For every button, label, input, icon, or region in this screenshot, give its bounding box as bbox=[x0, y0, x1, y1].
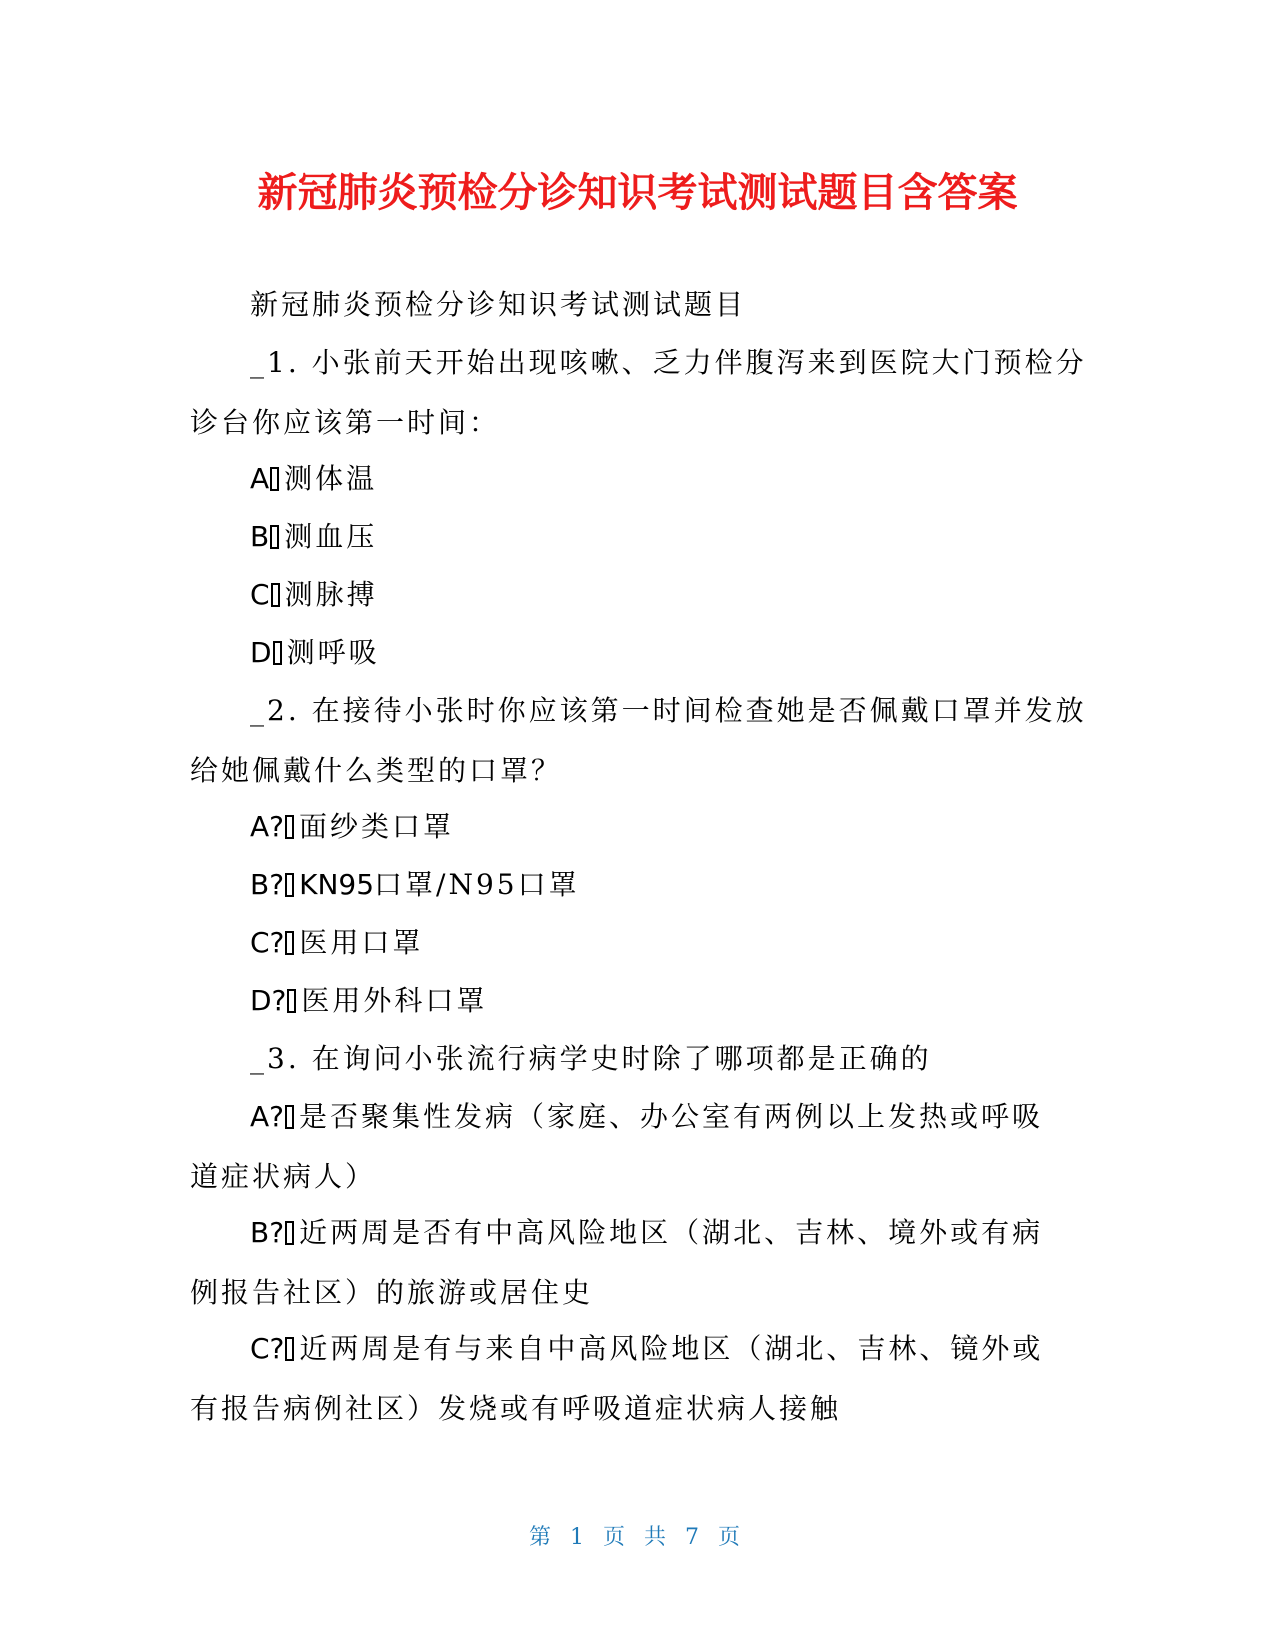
q1-option-b bbox=[190, 507, 1080, 567]
option-prefix: KN95 bbox=[299, 868, 375, 901]
option-letter: D? bbox=[250, 984, 287, 1017]
missing-glyph-box-icon bbox=[285, 873, 294, 897]
option-letter: C bbox=[250, 578, 270, 611]
missing-glyph-box-icon bbox=[270, 467, 279, 491]
option-letter: A? bbox=[250, 1100, 285, 1133]
document-title: 新冠肺炎预检分诊知识考试测试题目含答案 bbox=[257, 170, 1018, 216]
option-letter: A? bbox=[250, 810, 285, 843]
missing-glyph-box-icon bbox=[285, 931, 294, 955]
option-letter: C? bbox=[250, 1332, 285, 1365]
option-letter: B? bbox=[250, 1216, 285, 1249]
q3-option-a bbox=[190, 1087, 1080, 1207]
option-text-line-1: 是否聚集性发病（家庭、办公室有两例以上发热或呼吸 bbox=[299, 1100, 1044, 1133]
q2-option-c bbox=[190, 913, 1080, 973]
option-text: 测体温 bbox=[284, 462, 378, 495]
option-letter: B bbox=[250, 520, 270, 553]
q2-option-a bbox=[190, 797, 1080, 857]
option-text: 测脉搏 bbox=[284, 578, 378, 611]
missing-glyph-box-icon bbox=[285, 1221, 294, 1245]
option-text: 测呼吸 bbox=[286, 636, 380, 669]
option-letter: A bbox=[250, 462, 270, 495]
option-text: 面纱类口罩 bbox=[299, 810, 455, 843]
option-text-line-2: 有报告病例社区）发烧或有呼吸道症状病人接触 bbox=[190, 1392, 842, 1425]
q2-option-b bbox=[190, 855, 1080, 915]
option-letter: B? bbox=[250, 868, 285, 901]
question-2-line-2: 给她佩戴什么类型的口罩？ bbox=[190, 754, 563, 787]
question-1-line-2: 诊台你应该第一时间： bbox=[190, 406, 501, 439]
option-text: 口罩/N95口罩 bbox=[374, 868, 580, 901]
option-text-line-1: 近两周是否有中高风险地区（湖北、吉林、境外或有病 bbox=[299, 1216, 1044, 1249]
missing-glyph-box-icon bbox=[271, 583, 280, 607]
option-text: 测血压 bbox=[284, 520, 378, 553]
missing-glyph-box-icon bbox=[285, 1337, 294, 1361]
question-1-line-1: _1. 小张前天开始出现咳嗽、乏力伴腹泻来到医院大门预检分 bbox=[250, 346, 1087, 379]
q3-option-b bbox=[190, 1203, 1080, 1323]
q3-option-c bbox=[190, 1319, 1080, 1439]
q2-option-d bbox=[190, 971, 1080, 1031]
question-2-line-1: _2. 在接待小张时你应该第一时间检查她是否佩戴口罩并发放 bbox=[250, 694, 1087, 727]
q1-option-a bbox=[190, 449, 1080, 509]
page-number-footer: 第 1 页 共 7 页 bbox=[529, 1525, 746, 1550]
option-letter: D bbox=[250, 636, 272, 669]
missing-glyph-box-icon bbox=[273, 641, 282, 665]
question-3: _3. 在询问小张流行病学史时除了哪项都是正确的 bbox=[250, 1042, 932, 1075]
option-letter: C? bbox=[250, 926, 285, 959]
option-text: 医用口罩 bbox=[299, 926, 424, 959]
option-text-line-2: 道症状病人） bbox=[190, 1160, 377, 1193]
missing-glyph-box-icon bbox=[270, 525, 279, 549]
q1-option-d bbox=[190, 623, 1080, 683]
missing-glyph-box-icon bbox=[285, 815, 294, 839]
document-subtitle: 新冠肺炎预检分诊知识考试测试题目 bbox=[250, 288, 747, 321]
question-1 bbox=[190, 333, 1087, 453]
q1-option-c bbox=[190, 565, 1080, 625]
option-text-line-1: 近两周是有与来自中高风险地区（湖北、吉林、镜外或 bbox=[299, 1332, 1044, 1365]
missing-glyph-box-icon bbox=[287, 989, 296, 1013]
missing-glyph-box-icon bbox=[285, 1105, 294, 1129]
option-text-line-2: 例报告社区）的旅游或居住史 bbox=[190, 1276, 594, 1309]
question-2 bbox=[190, 681, 1087, 801]
option-text: 医用外科口罩 bbox=[301, 984, 488, 1017]
